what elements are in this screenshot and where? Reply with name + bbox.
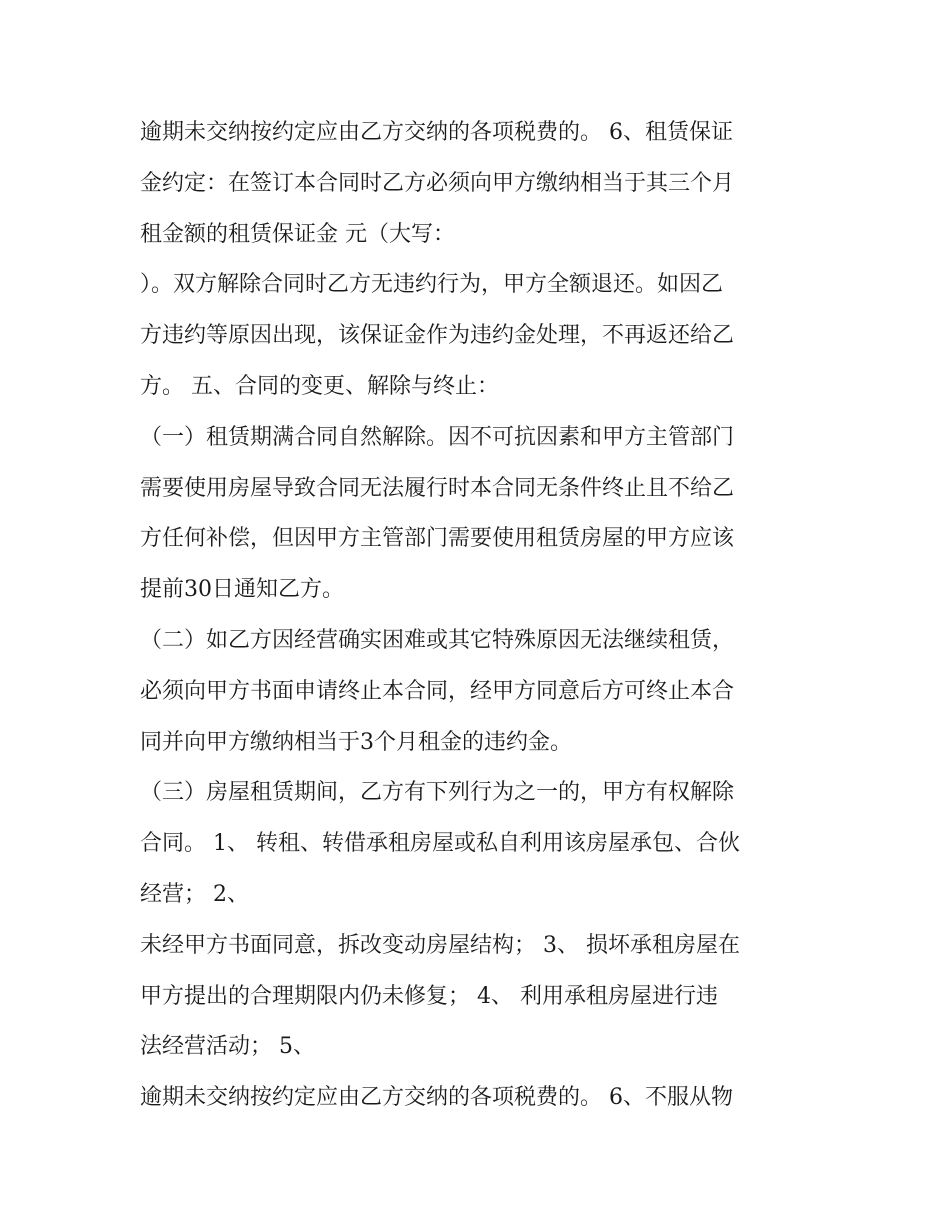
- text-line: 金约定：在签订本合同时乙方必须向甲方缴纳相当于其三个月: [140, 170, 735, 196]
- text-line: 逾期未交纳按约定应由乙方交纳的各项税费的。 6、不服从物: [140, 1085, 733, 1111]
- text-line: 方违约等原因出现，该保证金作为违约金处理，不再返还给乙: [140, 323, 735, 349]
- text-line: 甲方提出的合理期限内仍未修复； 4、 利用承租房屋进行违: [140, 983, 718, 1009]
- text-line: 未经甲方书面同意，拆改变动房屋结构； 3、 损坏承租房屋在: [140, 932, 740, 958]
- text-line: （三）房屋租赁期间，乙方有下列行为之一的，甲方有权解除: [140, 780, 735, 806]
- text-line: ）。双方解除合同时乙方无违约行为，甲方全额退还。如因乙: [140, 272, 724, 298]
- text-line: 方任何补偿，但因甲方主管部门需要使用租赁房屋的甲方应该: [140, 526, 735, 552]
- text-line: 合同。 1、 转租、转借承租房屋或私自利用该房屋承包、合伙: [140, 831, 740, 857]
- text-line: （一）租赁期满合同自然解除。因不可抗因素和甲方主管部门: [140, 424, 735, 450]
- text-line: 法经营活动； 5、: [140, 1034, 315, 1060]
- text-line: 必须向甲方书面申请终止本合同，经甲方同意后方可终止本合: [140, 678, 735, 704]
- text-line: （二）如乙方因经营确实困难或其它特殊原因无法继续租赁，: [140, 627, 735, 653]
- text-line: 同并向甲方缴纳相当于3个月租金的违约金。: [140, 729, 572, 755]
- contract-text: [140, 108, 830, 1124]
- text-line: 逾期未交纳按约定应由乙方交纳的各项税费的。 6、租赁保证: [140, 120, 733, 145]
- text-line: 需要使用房屋导致合同无法履行时本合同无条件终止且不给乙: [140, 475, 735, 501]
- text-line: 租金额的租赁保证金 元（大写：: [140, 221, 455, 247]
- text-line: 提前30日通知乙方。: [140, 577, 344, 603]
- text-line: 经营； 2、: [140, 881, 249, 907]
- text-line: 方。 五、合同的变更、解除与终止：: [140, 373, 499, 399]
